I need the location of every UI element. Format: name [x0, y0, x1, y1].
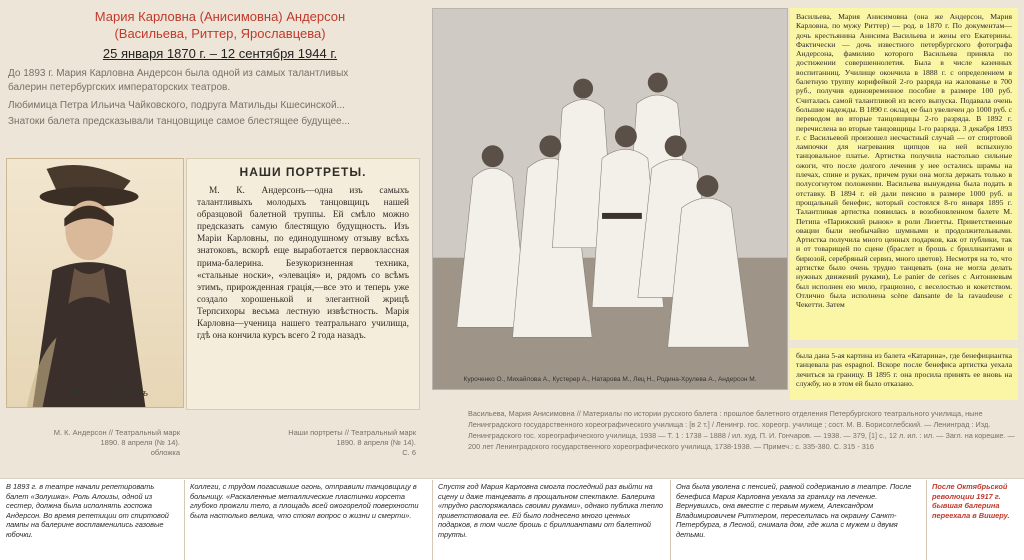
- column-divider: [184, 480, 185, 560]
- intro-line-2: балерин петербургских императорских театров.: [8, 82, 231, 93]
- clipping-body: М. К. Андерсонъ—одна изъ самыхъ талантливыхъ молодыхъ танцовщицъ нашей образцовой балетной труппы. Ей смѣло можно предсказать самую блестящую будущность. Изъ Маріи Карловны, по единодушному отзыву всѣхъ знатоковъ, вскорѣ еще выработается первоклассная прима-балерина. Безукоризненная техника, «стальные носки», «элевація» и, рядомъ со всѣмъ этимъ, прирожденная грація,—все это и теперь уже создало хорошенькой и элегантной жрицѣ Терпсихоры весьма лестную извѣстность. Марія Карловна—ученица нашего театральнаго училища, гдѣ она кончила курсъ всего 2 года назадъ.: [197, 186, 409, 342]
- biography-article-continued: была дана 5-ая картина из балета «Катарина», где бенефициантка танцевала pas espagnol. Вскоре после бенефиса артистка уехала лечиться за границу. В 1895 г. она просила принять ее вновь на службу, но в этом ей было отказано.: [790, 348, 1018, 400]
- bottom-column-1: В 1893 г. в театре начали репетировать балет «Золушка». Роль Алоизы, одной из сестер, должна была исполнять госпожа Андерсон. Во время репетиции от спиртовой лампы на балерине воспламенились газовые юбочки.: [6, 482, 169, 539]
- newspaper-clipping: [186, 158, 420, 410]
- portrait-illustration: [7, 159, 183, 407]
- bottom-column-5: После Октябрьской революции 1917 г. бывшая балерина переехала в Вишеру.: [932, 482, 1010, 520]
- group-photo: [432, 8, 788, 390]
- group-photo-caption: Куроченко О., Михайлова А., Кустерер А., Натарова М., Лец Н., Родина-Хрулева А., Андерсон М.: [463, 376, 757, 383]
- intro-line-3: Любимица Петра Ильича Чайковского, подруга Матильды Кшесинской...: [8, 100, 345, 111]
- title-line-1: Мария Карловна (Анисимовна) Андерсон: [94, 9, 346, 24]
- column-divider: [670, 480, 671, 560]
- portrait-caption: [20, 428, 180, 458]
- group-illustration: [433, 9, 787, 389]
- life-dates: 25 января 1870 г. – 12 сентября 1944 г.: [102, 46, 338, 61]
- bibliographic-reference: Васильева, Мария Анисимовна // Материалы по истории русского балета : прошлое балетного отделения Петербургского театрального училища, ныне Ленинградского государственного хореографического училища : [в 2 т.] / Ленингр. гос. хореогр. училище ; сост. М. В. Борисоглебский. — Ленинград : Изд. Ленинградского гос. хореографического училища, 1938 — Т. 1 : 1738 – 1888 / ил. худ. П. И. Гончаров. — 1938. — 379, [1] с., 12 л. ил. : ил. — Загл. на корешке. — 200 лет Ленинградского государственного хореографического училища, 1738-1938. — Примеч.: с. 335-380. С. 315 - 316: [468, 409, 1015, 451]
- portrait-caption-line-2: 1890. 8 апреля (№ 14).: [100, 438, 180, 447]
- title-line-2: (Васильева, Риттер, Ярославцева): [114, 26, 326, 41]
- portrait-caption-line-1: М. К. Андерсон // Театральный марк: [53, 428, 180, 437]
- intro-line-1: До 1893 г. Мария Карловна Андерсон была одной из самых талантливых: [8, 68, 349, 79]
- clipping-caption-line-3: С. 6: [402, 448, 416, 457]
- bottom-column-2: Коллеги, с трудом погасившие огонь, отправили танцовщицу в больницу. «Раскаленные металлические пластинки корсета глубоко прожгли тело, а площадь всей ожогорелой поверхности была настолько велика, что стоял вопрос о жизни и смерти».: [190, 482, 419, 520]
- clipping-caption-line-1: Наши портреты // Театральный марк: [288, 428, 416, 437]
- portrait-signature: М. К. Андерсонъ: [71, 387, 148, 399]
- clipping-caption-line-2: 1890. 8 апреля (№ 14).: [336, 438, 416, 447]
- portrait-caption-line-3: обложка: [150, 448, 180, 457]
- page-title: [20, 8, 420, 42]
- column-divider: [926, 480, 927, 560]
- column-divider: [432, 480, 433, 560]
- clipping-heading: НАШИ ПОРТРЕТЫ.: [239, 165, 367, 179]
- bottom-column-3: Спустя год Мария Карловна смогла последний раз выйти на сцену и даже танцевать в прощальном спектакле. Балерина «трудно распоряжалась своими руками», однако публика тепло приветствовала ее. Ей было поднесено много ценных подарков, в том числе брошь с бриллиантами от балетной труппы.: [438, 482, 664, 539]
- intro-line-4: Знатоки балета предсказывали танцовщице самое блестящее будущее...: [8, 116, 350, 127]
- bottom-column-4: Она была уволена с пенсией, равной содержанию в театре. После бенефиса Мария Карловна уехала за границу на лечение. Вернувшись, она вместе с первым мужем, Александром Владимировичем Риттером, переселилась на окраину Санкт-Петербурга, в Лесной, снимала дом, где жила с мужем и двумя детьми.: [676, 482, 912, 539]
- biography-article: Васильева, Мария Анисимовна (она же Андерсон, Мария Карловна, по мужу Риттер) — род. в 1870 г. По документам—дочь крестьянина Анисима Васильева и жены его Екатерины. Фактически — дочь известного петербургского фотографа Андерсона, фамилию которого Васильева приняла по достижении совершеннолетия. Была в числе казенных воспитанниц. Училище окончила в 1888 г. с определением в балетную труппу корифейкой 2-го разряда на жалованье в 700 руб., получив единовременное пособие в размере 100 руб. Считалась самой талантливой из всего выпуска. Подавала очень большие надежды. В 1890 г. оклад ее был увеличен до 1000 руб. с переводом во вторые танцовщицы 2-го разряда. В 1892 г. перечислена во вторые танцовщицы 1-го разряда. 3 декабря 1893 г. с Васильевой произошел несчастный случай — от спиртовой лампочки для нагревания щипцов на ней вспыхнуло танцовальное платье. Артистка получила настолько сильные ожоги, что после долгого лечения у нее остались шрамы на плечах, спине и руках, причем руки она могла держать только в полусогнутом положении. Васильева вынуждена была подать в отставку. В 1894 г. ей дали пенсию в размере 1000 руб. и прощальный бенефис, который состоялся 8-го января 1895 г. Талантливая артистка появилась в возобновленном балете М. Петипа «Парижский рынок» в роли Лизетты. Приветственные овации были необычайно шумными и продолжительными. Артистка получила много ценных подарков, как от публики, так и от товарищей по сцене (браслет и брошь с бриллиантами и бирюзой, серебряный сервиз, много цветов). Несмотря на то, что артистке было очень трудно танцевать (она не могла делать нужных движений руками), Le panier de cerises с Антониевым был исполнен ею мило, грациозно, с веселостью и кокетством. Отлично была исполнена scène dansante de la ravaudeuse с Чекетти. Затем: [790, 8, 1018, 340]
- clipping-caption: [240, 428, 416, 458]
- portrait-photo: [6, 158, 184, 408]
